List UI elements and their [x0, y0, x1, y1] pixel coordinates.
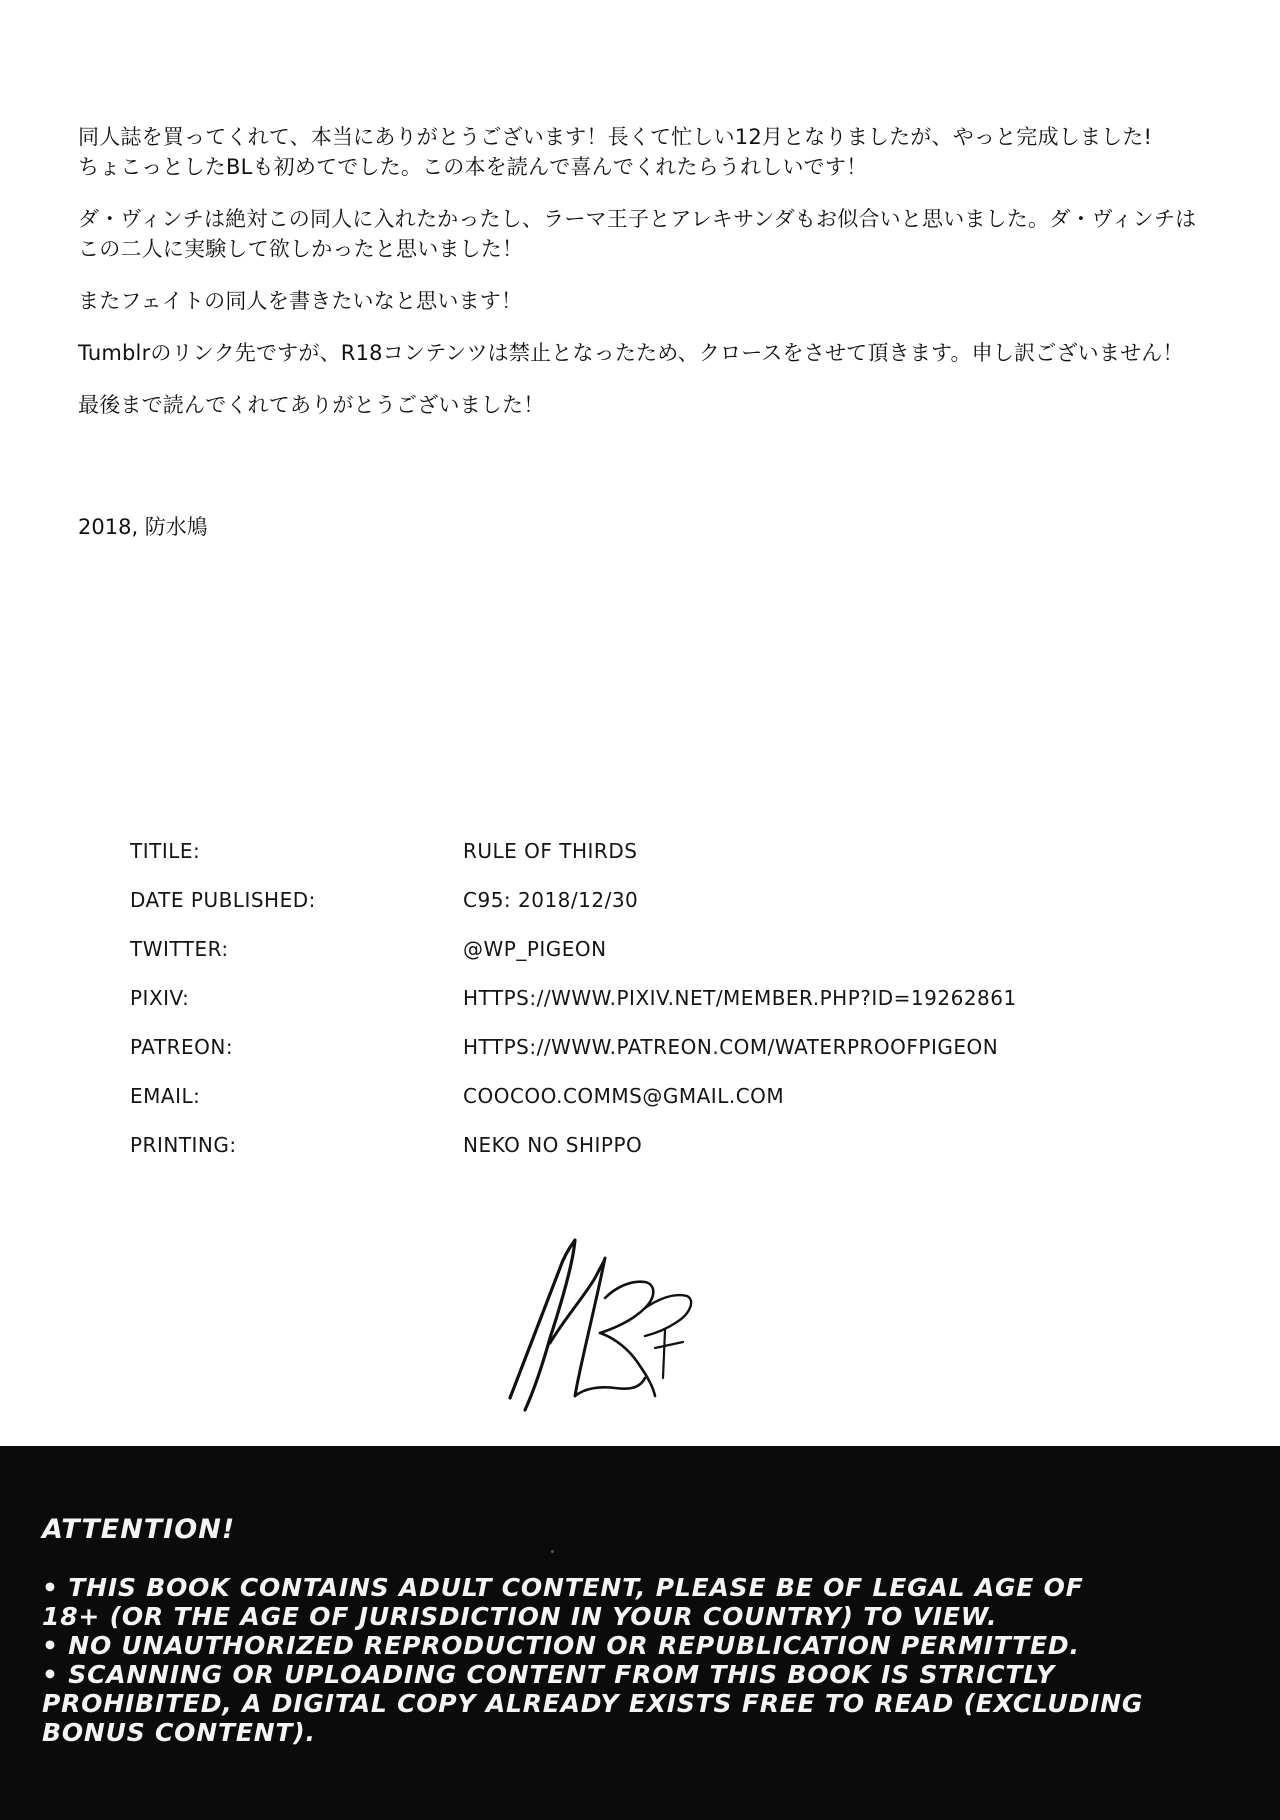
afterword: [78, 122, 1228, 420]
colophon-row-twitter: [130, 924, 1230, 973]
afterword-line: またフェイトの同人を書きたいなと思います！: [78, 289, 523, 313]
afterword-paragraph-1: [78, 122, 1228, 182]
warning-line: • SCANNING OR UPLOADING CONTENT FROM THIS BOOK IS STRICTLY: [42, 1660, 1056, 1689]
warning-item-adult: [42, 1573, 1242, 1631]
warning-line: • THIS BOOK CONTAINS ADULT CONTENT, PLEASE BE OF LEGAL AGE OF: [42, 1573, 1084, 1602]
colophon-value: HTTPS://WWW.PIXIV.NET/MEMBER.PHP?ID=19262861: [463, 985, 1017, 1010]
colophon-row-printing: [130, 1120, 1230, 1169]
afterword-line: 最後まで読んでくれてありがとうございました！: [78, 393, 545, 417]
colophon-label: PRINTING:: [130, 1132, 237, 1157]
signature-stroke: [663, 1330, 665, 1378]
afterword-paragraph-5: [78, 390, 1228, 420]
afterword-line: Tumblrのリンク先ですが、R18コンテンツは禁止となったため、クロースをさせて頂きます。申し訳ございません！: [78, 341, 1184, 365]
colophon-label: TWITTER:: [130, 936, 229, 961]
colophon-value: HTTPS://WWW.PATREON.COM/WATERPROOFPIGEON: [463, 1034, 999, 1059]
colophon-label: EMAIL:: [130, 1083, 201, 1108]
colophon-label: DATE PUBLISHED:: [130, 887, 316, 912]
warning-line: 18+ (OR THE AGE OF JURISDICTION IN YOUR COUNTRY) TO VIEW.: [42, 1602, 998, 1631]
colophon-value: NEKO NO SHIPPO: [463, 1132, 643, 1157]
colophon-value: COOCOO.COMMS@GMAIL.COM: [463, 1083, 785, 1108]
warning-line: • NO UNAUTHORIZED REPRODUCTION OR REPUBLICATION PERMITTED.: [42, 1631, 1080, 1660]
colophon-row-title: [130, 826, 1230, 875]
colophon-value: @WP_PIGEON: [463, 936, 607, 961]
signature-icon: [505, 1238, 705, 1418]
afterword-line: ちょこっとしたBLも初めてでした。この本を読んで喜んでくれたらうれしいです！: [78, 155, 868, 179]
signature-stroke: [575, 1378, 645, 1396]
warning-line: BONUS CONTENT).: [42, 1718, 316, 1747]
afterword-paragraph-2: [78, 204, 1228, 264]
signature-stroke: [510, 1240, 575, 1410]
signature-stroke: [550, 1258, 605, 1396]
warning-line: PROHIBITED, A DIGITAL COPY ALREADY EXISTS FREE TO READ (EXCLUDING: [42, 1689, 1144, 1718]
afterword-signoff: 2018, 防水鳩: [78, 515, 208, 539]
afterword-paragraph-4: [78, 338, 1228, 368]
colophon-label: PIXIV:: [130, 985, 190, 1010]
afterword-line: 同人誌を買ってくれて、本当にありがとうございます！長くて忙しい12月となりましたが、やっと完成しました!: [78, 125, 1153, 149]
afterword-line: この二人に実験して欲しかったと思いました！: [78, 237, 524, 261]
warning-title: ATTENTION!: [42, 1514, 236, 1545]
colophon-row-email: [130, 1071, 1230, 1120]
colophon-label: PATREON:: [130, 1034, 234, 1059]
warning-item-reproduction: [42, 1631, 1242, 1660]
colophon-label: TITILE:: [130, 838, 201, 863]
warning-items: [42, 1573, 1242, 1747]
scan-speck: [551, 1550, 554, 1553]
afterword-line: ダ・ヴィンチは絶対この同人に入れたかったし、ラーマ王子とアレキサンダもお似合いと思いました。ダ・ヴィンチは: [78, 207, 1197, 231]
colophon-value: RULE OF THIRDS: [463, 838, 638, 863]
warning-item-scanning: [42, 1660, 1242, 1747]
colophon-table: [130, 826, 1230, 1169]
content-warning-band: [0, 1446, 1280, 1820]
colophon-row-patreon: [130, 1022, 1230, 1071]
colophon-row-pixiv: [130, 973, 1230, 1022]
signature-stroke: [655, 1342, 683, 1348]
afterword-paragraph-3: [78, 286, 1228, 316]
colophon-value: C95: 2018/12/30: [463, 887, 639, 912]
colophon-row-date: [130, 875, 1230, 924]
